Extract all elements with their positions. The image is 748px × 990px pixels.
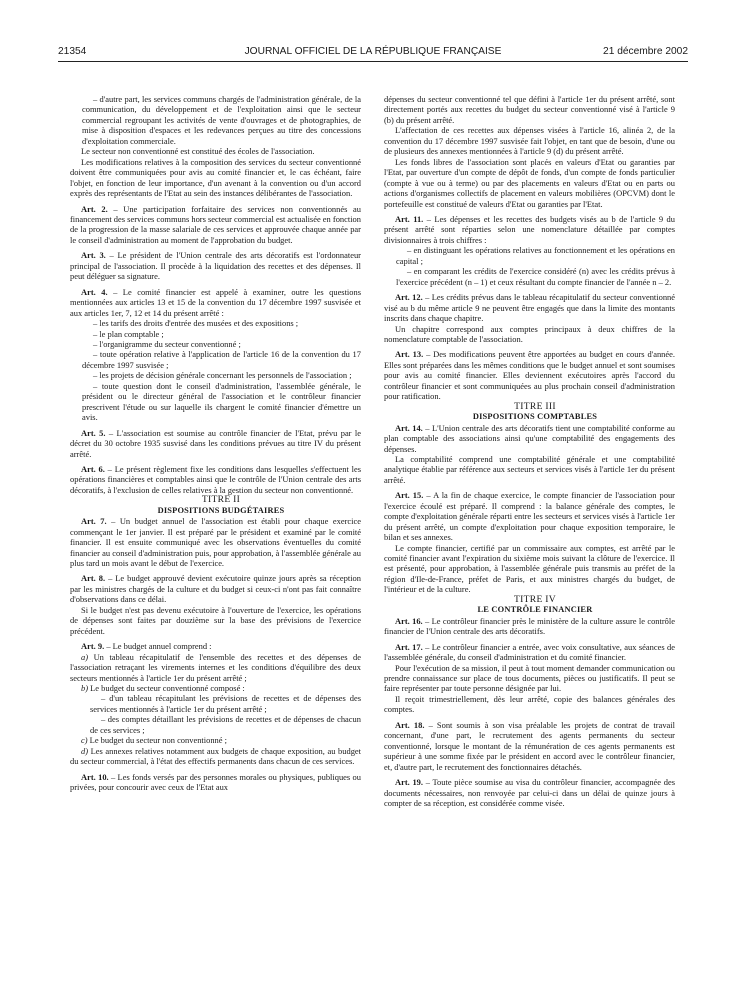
article-12: Art. 12. – Les crédits prévus dans le tableau récapitulatif du secteur conventionné visé au b du même article 9 ne peuvent être engagés que dans la limite des montants inscrits dans chaque chapitre. xyxy=(384,292,676,324)
article-label: Art. 11. xyxy=(395,213,424,224)
article-7: Art. 7. – Un budget annuel de l'association est établi pour chaque exercice commençant le 1er janvier. Il est préparé par le président et examiné par le comité financier. Il est ensuite communiqué avec les observations éventuelles du comité financier au conseil d'administration puis, pour approbation, à l'assemblée générale au plus tard un mois avant le début de l'exercice. xyxy=(70,516,361,569)
left-column xyxy=(70,94,361,793)
paragraph: Si le budget n'est pas devenu exécutoire à l'ouverture de l'exercice, les opérations de dépenses sont faites par douzième sur la base des prévisions de l'exercice précédent. xyxy=(70,604,361,636)
article-label: Art. 14. xyxy=(395,422,423,433)
dash-item: – toute opération relative à l'application de l'article 16 de la convention du 17 décembre 1997 susvisée ; xyxy=(82,349,361,370)
paragraph: dépenses du secteur conventionné tel que défini à l'article 1er du présent arrêté, sont directement portés aux recettes du budget du secteur conventionné visé à l'article 9 (b) du présent arrêté. xyxy=(384,94,675,125)
paragraph: Les fonds libres de l'association sont placés en valeurs d'Etat ou garanties par l'Etat, par ouverture d'un compte de dépôt de fonds, d'un compte de fonds particulier (compte à vue ou à terme) ou par des placements en valeurs d'Etat ou en parts ou actions d'organismes collectifs de placement en valeurs mobilières (OPCVM) dont le portefeuille est constitué de valeurs d'Etat ou garanties par l'Etat. xyxy=(384,156,675,209)
article-label: Art. 8. xyxy=(81,573,106,584)
article-17: Art. 17. – Le contrôleur financier a entrée, avec voix consultative, aux séances de l'assemblée générale, du conseil d'administration et du comité financier. xyxy=(384,641,676,663)
paragraph: Un chapitre correspond aux comptes principaux à deux chiffres de la nomenclature comptable de l'association. xyxy=(384,323,675,344)
article-10: Art. 10. – Les fonds versés par des personnes morales ou physiques, publiques ou privées, pour concourir avec ceux de l'Etat aux xyxy=(70,771,361,793)
article-label: Art. 12. xyxy=(395,292,423,303)
paragraph: Pour l'exécution de sa mission, il peut à tout moment demander communication ou prendre connaissance sur place de tous documents, pièces ou justificatifs. Il peut se faire représenter par toute personne désignée par lui. xyxy=(384,662,675,694)
article-label: Art. 7. xyxy=(81,516,107,527)
article-18: Art. 18. – Sont soumis à son visa préalable les projets de contrat de travail concernant, d'une part, le recrutement des agents permanents du secteur conventionné, lorsque le montant de la rémunération de ces agents permanents est supérieur à une somme fixée par le président en accord avec le contrôleur financier, et, d'autre part, le recrutement des fonctionnaires détachés. xyxy=(384,719,675,772)
section-subheading: DISPOSITIONS COMPTABLES xyxy=(472,412,598,422)
dash-item: – en distinguant les opérations relatives au fonctionnement et les opérations en capital ; xyxy=(396,245,675,266)
article-11: Art. 11. – Les dépenses et les recettes des budgets visés au b de l'article 9 du présent arrêté sont réparties selon une nomenclature détaillée par comptes divisionnaires à trois chiffres : xyxy=(384,213,675,245)
dash-item: – les projets de décision générale concernant les personnels de l'association ; xyxy=(93,370,352,381)
article-14: Art. 14. – L'Union centrale des arts décoratifs tient une comptabilité conforme au plan comptable des associations ainsi qu'une comptabilité des engagements des dépenses. xyxy=(384,422,675,454)
paragraph: Le secteur non conventionné est constitué des écoles de l'association. xyxy=(81,146,315,157)
article-5: Art. 5. – L'association est soumise au contrôle financier de l'Etat, prévu par le décret du 30 octobre 1935 susvisé dans les conditions prévues au titre IV du présent arrêté. xyxy=(70,427,361,459)
article-label: Art. 4. xyxy=(81,286,108,297)
header-rule xyxy=(58,61,688,62)
section-subheading: DISPOSITIONS BUDGÉTAIRES xyxy=(157,505,285,515)
section-subheading: LE CONTRÔLE FINANCIER xyxy=(477,605,593,615)
issue-date: 21 décembre 2002 xyxy=(603,46,688,57)
dash-item: – des comptes détaillant les prévisions de recettes et de dépenses de chacun de ces services ; xyxy=(90,714,361,735)
paragraph: Les modifications relatives à la composition des services du secteur conventionné doivent être communiquées pour avis au comité financier et, le cas échéant, faire l'objet, en fonction de leur importance, d'un avenant à la convention ou d'un accord exprès des représentants de l'Etat au sein des instances délibérantes de l'association. xyxy=(70,156,361,199)
list-item: a) Un tableau récapitulatif de l'ensemble des recettes et des dépenses de l'association retraçant les virements internes et les conditions d'équilibre des deux secteurs mentionnés à l'article 1er du présent arrêté ; xyxy=(70,651,361,683)
article-label: Art. 5. xyxy=(81,427,106,438)
article-13: Art. 13. – Des modifications peuvent être apportées au budget en cours d'année. Elles sont préparées dans les mêmes conditions que le budget annuel et sont soumises pour avis au comité financier. Elles deviennent exécutoires après l'accord du contrôleur financier et sont communiquées au plus prochain conseil d'administration pour ratification. xyxy=(384,349,675,402)
dash-item: – d'un tableau récapitulant les prévisions de recettes et de dépenses des services mentionnés à l'article 1er du présent arrêté ; xyxy=(90,693,361,714)
article-label: Art. 10. xyxy=(81,771,109,782)
article-label: Art. 18. xyxy=(395,719,425,730)
list-item: d) Les annexes relatives notamment aux budgets de chaque exposition, au budget du secteur commercial, à l'état des effectifs permanents dans chacun de ces services. xyxy=(70,745,361,767)
article-label: Art. 15. xyxy=(395,490,424,501)
section-heading: TITRE IV xyxy=(513,593,557,605)
article-8: Art. 8. – Le budget approuvé devient exécutoire quinze jours après sa réception par les ministres chargés de la culture et du budget si ceux-ci n'ont pas fait connaître d'observations dans ce délai. xyxy=(70,573,361,605)
article-label: Art. 9. xyxy=(81,641,105,652)
dash-item: – l'organigramme du secteur conventionné ; xyxy=(93,338,241,349)
journal-title: JOURNAL OFFICIEL DE LA RÉPUBLIQUE FRANÇAISE xyxy=(244,46,502,57)
article-3: Art. 3. – Le président de l'Union centrale des arts décoratifs est l'ordonnateur principal de l'association. Il procède à la liquidation des recettes et des dépenses. Il peut déléguer sa signature. xyxy=(70,250,361,282)
article-label: Art. 17. xyxy=(395,641,423,652)
list-item: b) Le budget du secteur conventionné composé : xyxy=(81,683,245,694)
page-header xyxy=(58,46,688,62)
article-label: Art. 19. xyxy=(395,777,424,788)
paragraph: Il reçoit trimestriellement, dès leur arrêté, copie des balances générales des comptes. xyxy=(384,693,675,715)
dash-item: – le plan comptable ; xyxy=(93,328,164,339)
section-heading: TITRE III xyxy=(514,400,556,412)
article-label: Art. 3. xyxy=(81,250,106,261)
article-label: Art. 6. xyxy=(81,463,105,474)
section-heading: TITRE II xyxy=(201,494,241,506)
article-label: Art. 2. xyxy=(81,203,108,214)
right-column xyxy=(384,94,675,808)
dash-item: – en comparant les crédits de l'exercice considéré (n) avec les crédits prévus à l'exercice précédent (n – 1) et ceux résultant du compte financier de l'année n – 2. xyxy=(396,266,675,287)
dash-item: – les tarifs des droits d'entrée des musées et des expositions ; xyxy=(93,318,299,329)
article-9: Art. 9. – Le budget annuel comprend : xyxy=(81,641,212,652)
dash-item: – toute question dont le conseil d'administration, l'assemblée générale, le président ou le directeur général de l'association et le contrôleur financier prescrivent l'étude ou sur laquelle ils chargent le comité financier d'émettre un avis. xyxy=(82,380,361,423)
article-label: Art. 16. xyxy=(395,615,423,626)
article-15: Art. 15. – A la fin de chaque exercice, le compte financier de l'association pour l'exercice écoulé est préparé. Il comprend : la balance générale des comptes, le compte d'exploitation générale réparti entre les secteurs et services visés à l'article 1er du présent arrêté, un compte d'exploitation pour chaque exposition temporaire, le bilan et ses annexes. xyxy=(384,490,675,543)
paragraph: Le compte financier, certifié par un commissaire aux comptes, est arrêté par le comité financier avant l'expiration du sixième mois suivant la clôture de l'exercice. Il est présenté, pour approbation, à l'assemblée générale puis transmis au préfet de la région d'Ile-de-France, préfet de Paris, et aux ministres chargés du budget, de l'intérieur et de la culture. xyxy=(384,542,675,595)
article-19: Art. 19. – Toute pièce soumise au visa du contrôleur financier, accompagnée des documents nécessaires, non renvoyée par celui-ci dans un délai de quinze jours à compter de sa réception, est considérée comme visée. xyxy=(384,777,675,808)
list-item: c) Le budget du secteur non conventionné ; xyxy=(81,735,227,746)
paragraph: L'affectation de ces recettes aux dépenses visées à l'article 16, alinéa 2, de la convention du 17 décembre 1997 susvisée fait l'objet, en tant que de besoin, d'une ou de plusieurs des annexes mentionnées à l'article 9 (d) du présent arrêté. xyxy=(384,125,675,157)
paragraph: La comptabilité comprend une comptabilité générale et une comptabilité analytique établie par référence aux secteurs et services visés à l'article 1er du présent arrêté. xyxy=(384,453,675,485)
article-label: Art. 13. xyxy=(395,349,424,360)
article-6: Art. 6. – Le présent règlement fixe les conditions dans lesquelles s'effectuent les opérations financières et comptables ainsi que le contrôle de l'Union centrale des arts décoratifs, à l'exclusion de celles relatives à la gestion du secteur non conventionné. xyxy=(70,463,361,495)
article-4: Art. 4. – Le comité financier est appelé à examiner, outre les questions mentionnées aux articles 13 et 15 de la convention du 17 décembre 1997 susvisée et aux articles 1er, 7, 12 et 14 du présent arrêté : xyxy=(70,286,362,318)
article-2: Art. 2. – Une participation forfaitaire des services non conventionnés au financement des services communs hors secteur commercial est actualisée en fonction de la progression de la masse salariale de ces services et approuvée chaque année par le conseil d'administration au moment de l'approbation du budget. xyxy=(70,203,361,245)
page-number: 21354 xyxy=(58,46,87,57)
article-16: Art. 16. – Le contrôleur financier près le ministère de la culture assure le contrôle financier de l'Union centrale des arts décoratifs. xyxy=(384,615,675,637)
dash-item: – d'autre part, les services communs chargés de l'administration générale, de la communication, du développement et de l'exploitation ainsi que le secteur commercial regroupant les activités de vente d'ouvrages et de photographies, de mise à disposition d'espaces et les redevances perçues au titre des concessions d'exploitation commerciale. xyxy=(82,94,361,146)
